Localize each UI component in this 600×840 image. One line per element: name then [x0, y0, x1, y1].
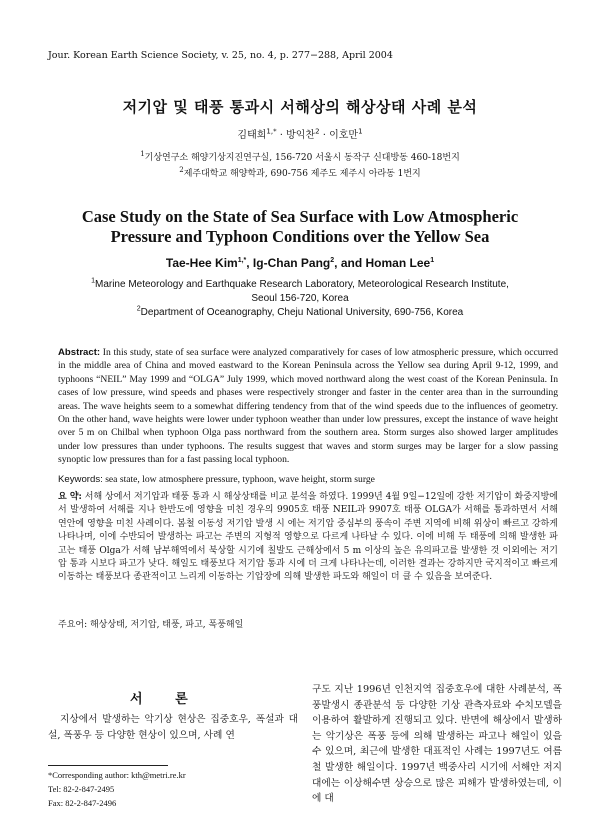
english-affiliation-1-line-1: Marine Meteorology and Earthquake Research Laboratory, Meteorological Research Institute,: [94, 279, 509, 290]
korean-title: 저기압 및 태풍 통과시 서해상의 해상상태 사례 분석: [122, 98, 478, 116]
english-keywords-text: sea state, low atmosphere pressure, typhoon, wave height, storm surge: [102, 474, 375, 485]
footnote-divider: [48, 765, 168, 766]
english-title-line-2: Pressure and Typhoon Conditions over the Yellow Sea: [110, 227, 490, 246]
english-author-3-superscript: 1: [430, 257, 435, 264]
english-affiliation-2-text: Department of Oceanography, Cheju National University, 690-756, Korea: [140, 307, 464, 318]
english-author-2: , Ig-Chan Pang: [246, 256, 331, 270]
korean-author2-superscript: 2: [315, 127, 320, 136]
korean-summary-text: 서해 상에서 저기압과 태풍 통과 시 해상상태를 비교 분석을 하였다. 1999년 4월 9일−12일에 강한 저기압이 화중지방에서 발생하여 서해를 지나 한반도에 영향을 미친 경우의 9905호 태풍 NEIL과 9907호 태풍 OLGA가 서해를 통과하면서 서해 연안에 영향을 미친 사례이다. 봄철 이동성 저기압 발생 시 에는 저기압 중심부의 풍속이 주변 지역에 비해 위상이 빠르고 강하게 나타나며, 이에 수반되어 발생하는 파고는 주변의 지형적 영향으로 다르게 나타날 수 있다. 이에 비해 두 태풍에 의해 발생한 파고는 태풍 Olga가 서해 남부해역에서 북상할 시기에 칠발도 근해상에서 5 m 이상의 높은 유의파고를 발생한 것 이외에는 저기압 통과 시보다 파고가 낮다. 해일도 태풍보다 저기압 통과 시에 더 크게 나타나는데, 이러한 결과는 강하지만 국지적이고 빠르게 이동하는 태풍보다 종관적이고 느리게 이동하는 기압장에 의해 발생한 파도와 해일이 더 클 수 있음을 보여준다.: [58, 492, 558, 583]
korean-keywords-text: 해상상태, 저기압, 태풍, 파고, 폭풍해일: [87, 620, 244, 630]
english-keywords-label: Keywords:: [58, 474, 103, 485]
section-heading-introduction: 서 론: [130, 692, 202, 707]
korean-author-kim: 김태희: [237, 130, 267, 141]
korean-affiliation-2-text: 제주대학교 해양학과, 690-756 제주도 제주시 아라동 1번지: [183, 169, 421, 179]
body-left-column: 지상에서 발생하는 악기상 현상은 집중호우, 폭설과 대설, 폭풍우 등 다양한 현상이 있으며, 사례 연: [48, 714, 298, 741]
abstract: [58, 346, 558, 467]
english-affiliation-2: [0, 306, 600, 320]
abstract-label: Abstract:: [58, 347, 101, 358]
english-title: [0, 207, 600, 247]
body-right-column: 구도 지난 1996년 인천지역 집중호우에 대한 사례분석, 폭풍발생시 종관분석 등 다양한 기상 관측자료와 수치모델을 이용하여 활발하게 진행되고 있다. 반면에 해상에서 발생하는 악기상은 폭풍 등에 의해 발생하는 파고나 해일이 있을 수 있으며, 최근에 발생한 대표적인 사례는 1997년도 여름철 발생한 해일이다. 1997년 백중사리 시기에 서해안 저지대에는 이상해수면 상승으로 많은 피해가 발생하였는데, 이에 대: [312, 684, 562, 805]
corresponding-author-footnote: *Corresponding author: kth@metri.re.kr: [48, 770, 186, 780]
korean-affiliation-1-text: 기상연구소 해양기상지진연구실, 156-720 서울시 동작구 신대방동 460-18번지: [144, 153, 460, 163]
english-author-1: Tae-Hee Kim: [165, 256, 238, 270]
english-affiliation-1-superscript: 1: [91, 277, 95, 285]
korean-affiliation-2-superscript: 2: [179, 166, 184, 174]
english-author-3: , and Homan Lee: [334, 256, 431, 270]
korean-affiliation-1: [0, 150, 600, 163]
korean-author3-superscript: 1: [358, 127, 363, 136]
korean-author-pang: · 방익찬: [276, 130, 316, 141]
korean-summary-label: 요 약:: [58, 492, 82, 502]
korean-keywords-label: 주요어:: [58, 620, 88, 630]
korean-affiliation-2: [0, 166, 600, 179]
telephone-footnote: Tel: 82-2-847-2495: [48, 784, 115, 794]
korean-author1-superscript: 1,*: [266, 127, 277, 136]
korean-summary: [58, 491, 558, 585]
english-affiliation-1-line-2: Seoul 156-720, Korea: [251, 293, 349, 304]
journal-citation: Jour. Korean Earth Science Society, v. 25, no. 4, p. 277−288, April 2004: [48, 50, 393, 61]
korean-authors: [0, 126, 600, 141]
english-affiliation-2-superscript: 2: [136, 305, 141, 313]
fax-footnote: Fax: 82-2-847-2496: [48, 798, 117, 808]
footnotes: [48, 768, 186, 810]
english-author-1-superscript: 1,*: [237, 257, 247, 264]
english-author-2-superscript: 2: [330, 257, 335, 264]
korean-keywords: [58, 617, 558, 630]
english-title-line-1: Case Study on the State of Sea Surface with Low Atmospheric: [81, 207, 519, 226]
english-authors: [0, 256, 600, 270]
english-affiliation-1: [0, 278, 600, 306]
korean-affiliation-1-superscript: 1: [140, 150, 145, 158]
abstract-text: In this study, state of sea surface were analyzed comparatively for cases of low atmospheric pressure, which occurred in the middle area of China and moved eastward to the Korean Peninsula across the Yellow sea during April 9-12, 1999, and typhoons “NEIL” May 1999 and “OLGA” July 1999, which moved northward along the west coast of the Korean Peninsula. In cases of low pressure, wind speeds and phases were respectively stronger and faster in the center area than in the surrounding areas. The wave heights seem to a somewhat differing tendency from that of the wind speeds due to the influences of geometry. On the other hand, wave heights were lower under typhoon weather than under low pressures, except the instance of wave height over 5 m on Chilbal when typhoon Olga pass northward from the southern area. Storm surges also showed larger amplitudes under low pressures than under typhoons. The results suggest that waves and storm surges may be larger for a slow passing synoptic low pressures than for a fast passing local typhoon.: [58, 347, 558, 466]
korean-author-lee: · 이호만: [319, 130, 359, 141]
english-keywords: [58, 474, 558, 485]
